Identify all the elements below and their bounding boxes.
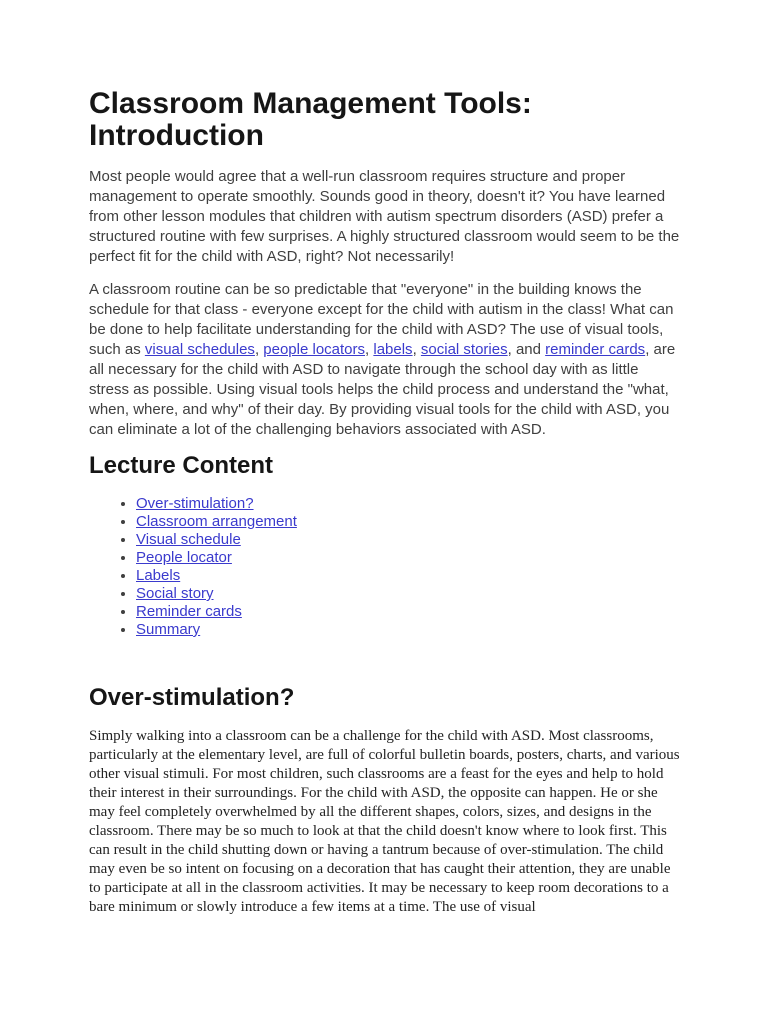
list-item	[136, 549, 681, 567]
toc-link-classroom-arrangement[interactable]: Classroom arrangement	[136, 513, 297, 530]
list-item	[136, 621, 681, 639]
list-item	[136, 585, 681, 603]
link-people-locators[interactable]: people locators	[263, 341, 366, 358]
toc-link-summary[interactable]: Summary	[136, 621, 201, 638]
document-content	[89, 88, 681, 917]
toc-link-reminder-cards[interactable]: Reminder cards	[136, 603, 242, 620]
list-item	[136, 603, 681, 621]
toc-link-social-story[interactable]: Social story	[136, 585, 214, 602]
toc-link-labels[interactable]: Labels	[136, 567, 181, 584]
lecture-content-list	[89, 495, 681, 639]
intro-p2-separator: , and	[507, 341, 546, 358]
link-social-stories[interactable]: social stories	[420, 341, 508, 358]
list-item	[136, 531, 681, 549]
toc-link-over-stimulation[interactable]: Over-stimulation?	[136, 495, 254, 512]
intro-p2-separator: ,	[254, 341, 264, 358]
overstimulation-paragraph: Simply walking into a classroom can be a challenge for the child with ASD. Most classrooms, particularly at the elementary level, are full of colorful bulletin boards, posters, charts, and various other visual stimuli. For most children, such classrooms are a feast for the eyes and help to hold their interest in their surroundings. For the child with ASD, the opposite can happen. He or she may feel completely overwhelmed by all the different shapes, colors, sizes, and designs in the classroom. There may be so much to look at that the child doesn't know where to look first. This can result in the child shutting down or having a tantrum because of over-stimulation. The child may even be so intent on focusing on a decoration that has caught their attention, they are unable to participate at all in the classroom activities. It may be necessary to keep room decorations to a bare minimum or slowly introduce a few items at a time. The use of visual	[89, 728, 680, 915]
intro-p2-text: , are all necessary for the child with ASD to navigate through the school day with as little stress as possible. Using visual tools helps the child process and understand the "what, when, where, and why" of their day. By providing visual tools for the child with ASD, you can eliminate a lot of the challenging behaviors associated with ASD.	[89, 341, 676, 438]
list-item	[136, 513, 681, 531]
list-item	[136, 567, 681, 585]
intro-p2-separator: ,	[365, 341, 374, 358]
list-item	[136, 495, 681, 513]
overstimulation-heading: Over-stimulation?	[89, 684, 295, 711]
link-visual-schedules[interactable]: visual schedules	[144, 341, 255, 358]
intro-paragraph-1: Most people would agree that a well-run classroom requires structure and proper management to operate smoothly. Sounds good in theory, doesn't it? You have learned from other lesson modules that children with autism spectrum disorders (ASD) prefer a structured routine with few surprises. A highly structured classroom would seem to be the perfect fit for the child with ASD, right? Not necessarily!	[89, 168, 680, 265]
intro-paragraph-2	[89, 280, 681, 440]
page-title: Classroom Management Tools: Introduction	[89, 87, 532, 152]
link-reminder-cards[interactable]: reminder cards	[545, 341, 646, 358]
intro-p2-separator: ,	[412, 341, 421, 358]
toc-link-people-locator[interactable]: People locator	[136, 549, 232, 566]
intro-p2-text: A classroom routine can be so predictable that "everyone" in the building knows the schedule for that class - everyone except for the child with autism in the class! What can be done to help facilitate understanding for the child with ASD? The use of visual tools, such as	[89, 281, 674, 358]
lecture-content-heading: Lecture Content	[89, 452, 274, 479]
toc-link-visual-schedule[interactable]: Visual schedule	[136, 531, 241, 548]
link-labels[interactable]: labels	[373, 341, 413, 358]
